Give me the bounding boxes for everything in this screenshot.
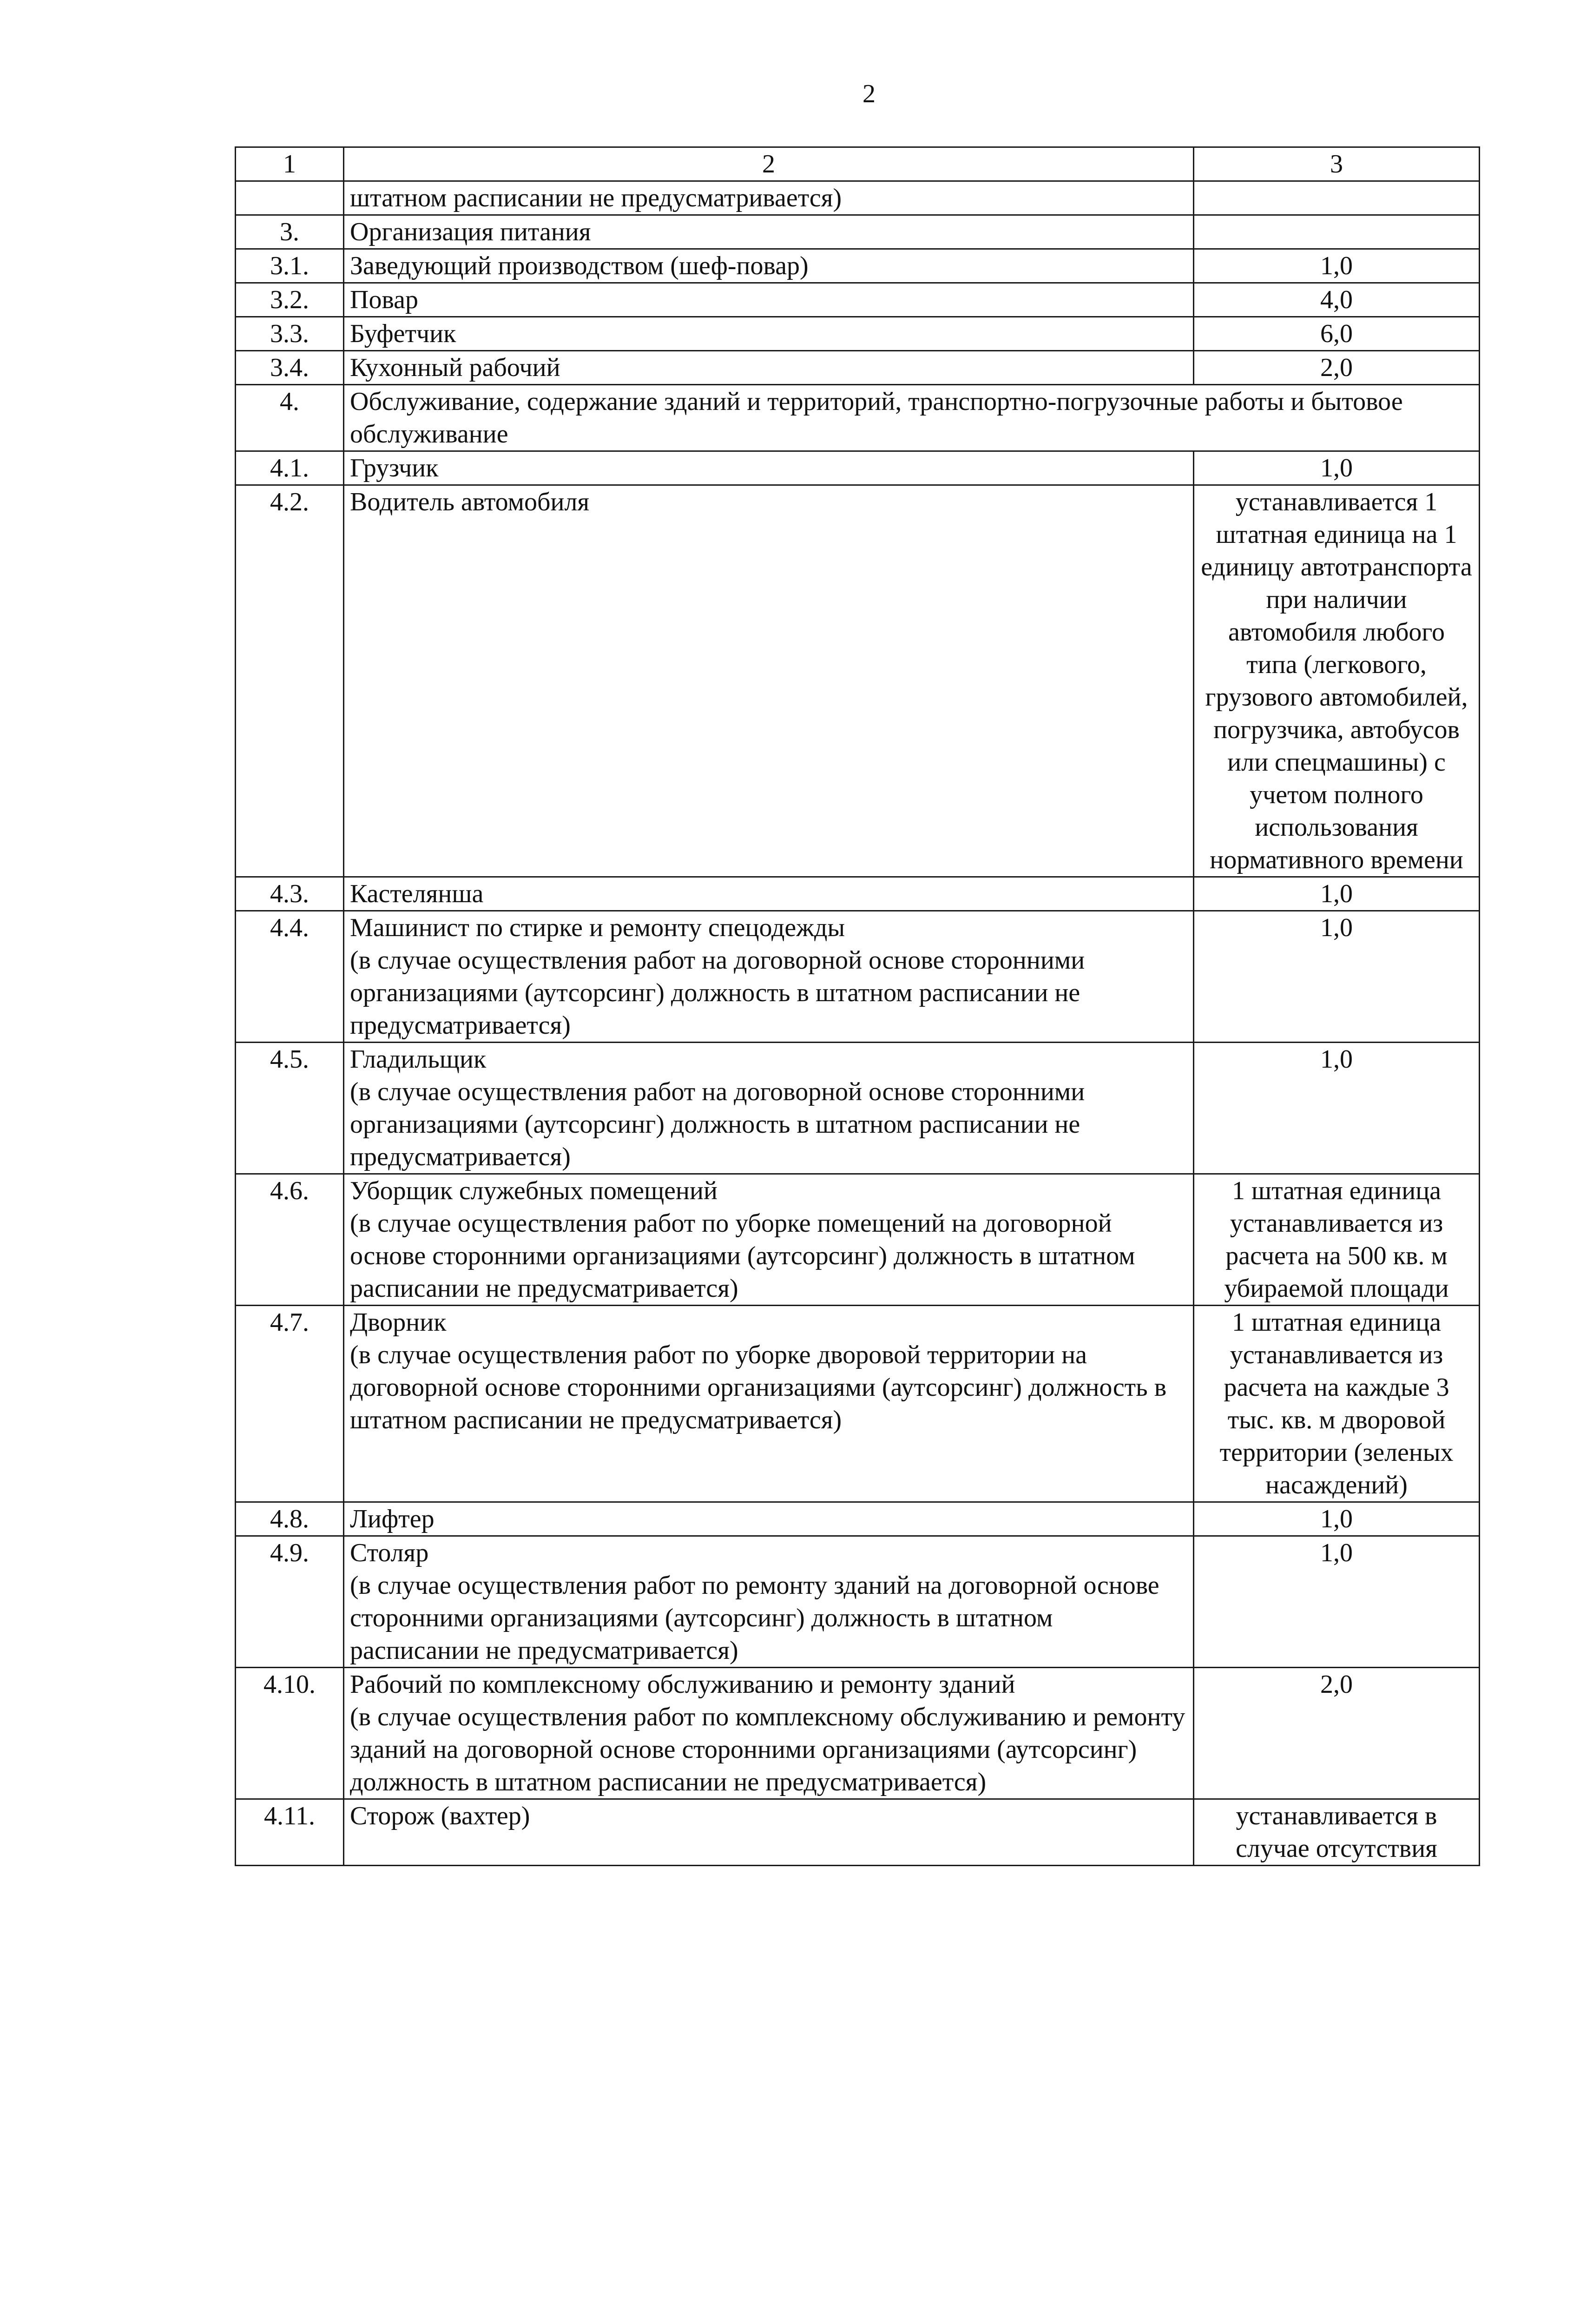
table-header-row: [236, 147, 1480, 181]
staff-value-cell: [1194, 1799, 1480, 1866]
row-number-cell: 4.10.: [236, 1668, 344, 1799]
table-row: [236, 317, 1480, 351]
position-name: Рабочий по комплексному обслуживанию и ремонту зданий: [350, 1670, 1015, 1699]
row-number-cell: 3.2.: [236, 283, 344, 317]
staff-value-cell: [1194, 181, 1480, 215]
staff-value-cell: [1194, 1306, 1480, 1502]
position-name: Дворник: [350, 1308, 447, 1337]
position-cell: [344, 1668, 1194, 1799]
staff-value: 6,0: [1320, 319, 1353, 348]
position-cell: [344, 1502, 1194, 1536]
position-name: Обслуживание, содержание зданий и территорий, транспортно-погрузочные работы и бытовое обслуживание: [350, 387, 1403, 449]
position-cell: [344, 181, 1194, 215]
table-row: [236, 1306, 1480, 1502]
position-note: (в случае осуществления работ на договорной основе сторонними организациями (аутсорсинг) должность в штатном расписании не предусматривается): [350, 946, 1085, 1040]
row-number-cell-empty: [236, 181, 344, 215]
position-cell: [344, 283, 1194, 317]
table-row: [236, 1502, 1480, 1536]
position-name: Лифтер: [350, 1505, 434, 1533]
staff-value-cell: [1194, 1668, 1480, 1799]
position-cell: [344, 877, 1194, 911]
staff-value-cell: [1194, 351, 1480, 385]
position-name: Кухонный рабочий: [350, 353, 560, 382]
staff-value-cell: [1194, 215, 1480, 249]
table-row: [236, 485, 1480, 877]
position-name: штатном расписании не предусматривается): [350, 184, 842, 212]
table-row: [236, 1668, 1480, 1799]
position-name: Организация питания: [350, 218, 591, 246]
position-cell: [344, 351, 1194, 385]
staff-value-cell: [1194, 1174, 1480, 1306]
staff-value-cell: [1194, 877, 1480, 911]
position-cell: [344, 451, 1194, 485]
staff-value-cell: [1194, 317, 1480, 351]
staff-value: 1,0: [1320, 1045, 1353, 1074]
position-cell: [344, 249, 1194, 283]
table-row: [236, 877, 1480, 911]
position-cell: [344, 1174, 1194, 1306]
position-name: Машинист по стирке и ремонту спецодежды: [350, 913, 845, 942]
staff-value: 1,0: [1320, 913, 1353, 942]
table-row: [236, 283, 1480, 317]
position-name: Заведующий производством (шеф-повар): [350, 251, 809, 280]
table-row: [236, 1174, 1480, 1306]
staff-value: устанавливается в случае отсутствия: [1236, 1802, 1437, 1863]
position-note: (в случае осуществления работ по ремонту зданий на договорной основе сторонними организациями (аутсорсинг) должность в штатном расписании не предусматривается): [350, 1571, 1159, 1665]
row-number-cell: 4.9.: [236, 1536, 344, 1668]
row-number-cell: 3.4.: [236, 351, 344, 385]
row-number-cell: 4.6.: [236, 1174, 344, 1306]
table-row: [236, 385, 1480, 451]
staff-value: 1,0: [1320, 251, 1353, 280]
position-cell: [344, 485, 1194, 877]
row-number-cell: 3.1.: [236, 249, 344, 283]
position-cell: [344, 911, 1194, 1043]
position-note: (в случае осуществления работ по уборке дворовой территории на договорной основе сторонними организациями (аутсорсинг) должность в штатном расписании не предусматривается): [350, 1340, 1167, 1434]
table-row: [236, 1536, 1480, 1668]
position-cell: [344, 317, 1194, 351]
table-row: [236, 181, 1480, 215]
position-name: Грузчик: [350, 454, 439, 482]
table-row: [236, 1799, 1480, 1866]
staff-value: 1,0: [1320, 454, 1353, 482]
position-cell: [344, 1799, 1194, 1866]
page-number: 2: [862, 79, 876, 108]
position-name: Гладильщик: [350, 1045, 487, 1074]
section-heading-cell: [344, 215, 1194, 249]
staff-value: 2,0: [1320, 353, 1353, 382]
staff-value: 1,0: [1320, 879, 1353, 908]
position-cell: [344, 1536, 1194, 1668]
table-row: [236, 451, 1480, 485]
table-row: [236, 215, 1480, 249]
table-row: [236, 351, 1480, 385]
row-number-cell: 4.3.: [236, 877, 344, 911]
position-cell: [344, 1306, 1194, 1502]
staff-value-cell: [1194, 451, 1480, 485]
position-note: (в случае осуществления работ на договорной основе сторонними организациями (аутсорсинг) должность в штатном расписании не предусматривается): [350, 1077, 1085, 1171]
staff-value-cell: [1194, 1043, 1480, 1174]
position-cell: [344, 1043, 1194, 1174]
section-heading-cell: [344, 385, 1480, 451]
position-name: Повар: [350, 285, 418, 314]
row-number-cell: 4.: [236, 385, 344, 451]
staff-value-cell: [1194, 283, 1480, 317]
staff-value: 1 штатная единица устанавливается из расчета на каждые 3 тыс. кв. м дворовой территории (зеленых насаждений): [1219, 1308, 1454, 1499]
position-name: Сторож (вахтер): [350, 1802, 530, 1830]
position-name: Кастелянша: [350, 879, 484, 908]
position-note: (в случае осуществления работ по уборке помещений на договорной основе сторонними организациями (аутсорсинг) должность в штатном расписании не предусматривается): [350, 1209, 1135, 1303]
position-name: Столяр: [350, 1538, 429, 1567]
row-number-cell: 4.1.: [236, 451, 344, 485]
row-number-cell: 4.7.: [236, 1306, 344, 1502]
staff-value: 2,0: [1320, 1670, 1353, 1699]
header-cell-number: 1: [236, 147, 344, 181]
staff-value-cell: [1194, 911, 1480, 1043]
row-number-cell: 3.3.: [236, 317, 344, 351]
staff-value-cell: [1194, 249, 1480, 283]
staff-value-cell: [1194, 1502, 1480, 1536]
row-number-cell: 4.4.: [236, 911, 344, 1043]
position-note: (в случае осуществления работ по комплексному обслуживанию и ремонту зданий на договорной основе сторонними организациями (аутсорсинг) должность в штатном расписании не предусматривается): [350, 1703, 1185, 1796]
position-name: Буфетчик: [350, 319, 456, 348]
staff-value: 1 штатная единица устанавливается из расчета на 500 кв. м убираемой площади: [1224, 1176, 1449, 1303]
row-number-cell: 4.2.: [236, 485, 344, 877]
row-number-cell: 4.11.: [236, 1799, 344, 1866]
table-row: [236, 249, 1480, 283]
header-cell-value: 3: [1194, 147, 1480, 181]
staff-value: устанавливается 1 штатная единица на 1 единицу автотранспорта при наличии автомобиля любого типа (легкового, грузового автомобилей, погрузчика, автобусов или спецмашины) с учетом полного использования нормативного времени: [1201, 488, 1472, 874]
row-number-cell: 4.5.: [236, 1043, 344, 1174]
staff-value: 4,0: [1320, 285, 1353, 314]
staffing-table: [235, 146, 1480, 1866]
table-row: [236, 911, 1480, 1043]
header-cell-position: 2: [344, 147, 1194, 181]
row-number-cell: 3.: [236, 215, 344, 249]
staff-value-cell: [1194, 485, 1480, 877]
staff-value-cell: [1194, 1536, 1480, 1668]
row-number-cell: 4.8.: [236, 1502, 344, 1536]
staff-value: 1,0: [1320, 1538, 1353, 1567]
position-name: Уборщик служебных помещений: [350, 1176, 718, 1205]
position-name: Водитель автомобиля: [350, 488, 590, 516]
staff-value: 1,0: [1320, 1505, 1353, 1533]
table-row: [236, 1043, 1480, 1174]
